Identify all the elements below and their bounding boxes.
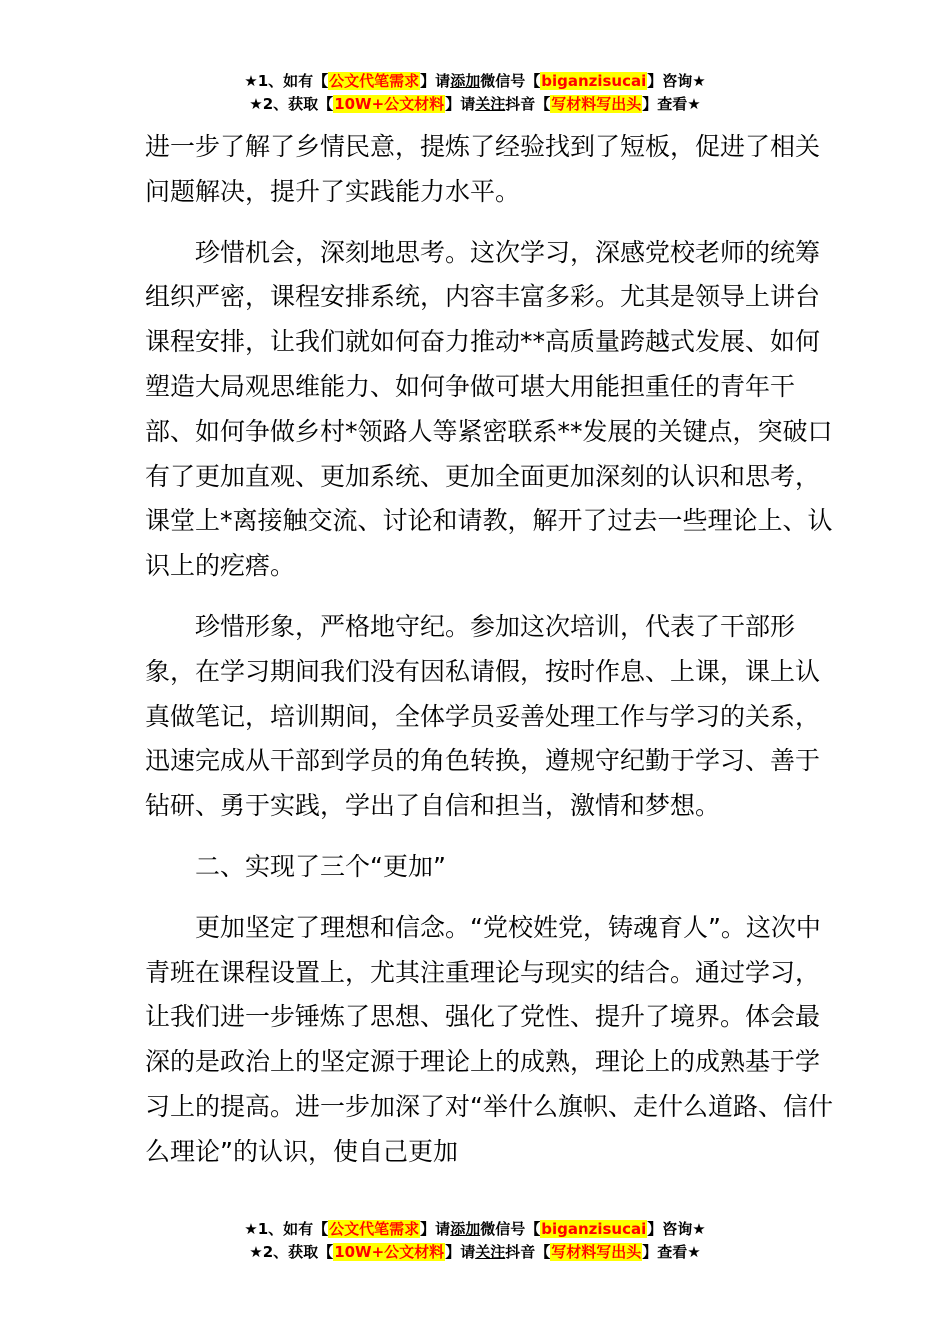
footer-line-1-text: 】请 <box>420 1220 451 1238</box>
header-banner <box>0 70 950 116</box>
paragraph-cherish-image: 珍惜形象，严格地守纪。参加这次培训，代表了干部形象，在学习期间我们没有因私请假，按时作息、上课，课上认真做笔记，培训期间，全体学员妥善处理工作与学习的关系，迅速完成从干部到学员的角色转换，遵规守纪勤于学习、善于钻研、勇于实践，学出了自信和担当，激情和梦想。 <box>145 611 821 821</box>
footer-banner <box>0 1218 950 1264</box>
footer-underline-follow: 关注 <box>475 1243 506 1261</box>
footer-line-1-text: 微信号【 <box>480 1220 541 1238</box>
paragraph-continuation: 进一步了解了乡情民意，提炼了经验找到了短板，促进了相关问题解决，提升了实践能力水平。 <box>145 132 821 206</box>
header-line-1-text: 】咨询★ <box>647 72 706 90</box>
header-line-2-text: 】查看★ <box>642 95 701 113</box>
footer-highlight-materials: 10W+公文材料 <box>334 1243 445 1261</box>
header-highlight-douyin: 写材料写出头 <box>551 95 642 113</box>
header-line-1 <box>0 70 950 93</box>
paragraph-cherish-opportunity: 珍惜机会，深刻地思考。这次学习，深感党校老师的统筹组织严密，课程安排系统，内容丰富多彩。尤其是领导上讲台课程安排，让我们就如何奋力推动**高质量跨越式发展、如何塑造大局观思维能力、如何争做可堪大用能担重任的青年干部、如何争做乡村*领路人等紧密联系**发展的关键点，突破口有了更加直观、更加系统、更加全面更加深刻的认识和思考，课堂上*离接触交流、讨论和请教，解开了过去一些理论上、认识上的疙瘩。 <box>145 237 833 581</box>
footer-line-1-text: 】咨询★ <box>647 1220 706 1238</box>
footer-line-2-text: 】请 <box>445 1243 476 1261</box>
header-highlight-wechat-id: biganzisucai <box>541 72 647 90</box>
section-heading-three-more: 二、实现了三个“更加” <box>195 851 446 881</box>
header-highlight-ghostwriting: 公文代笔需求 <box>329 72 420 90</box>
footer-underline-add: 添加 <box>450 1220 481 1238</box>
header-line-1-text: 】请 <box>420 72 451 90</box>
footer-highlight-douyin: 写材料写出头 <box>551 1243 642 1261</box>
paragraph-firmer-ideals: 更加坚定了理想和信念。“党校姓党，铸魂育人”。这次中青班在课程设置上，尤其注重理论与现实的结合。通过学习，让我们进一步锤炼了思想、强化了党性、提升了境界。体会最深的是政治上的坚定源于理论上的成熟，理论上的成熟基于学习上的提高。进一步加深了对“举什么旗帜、走什么道路、信什么理论”的认识，使自己更加 <box>145 912 833 1166</box>
footer-line-2-text: 抖音【 <box>505 1243 551 1261</box>
header-line-2-text: ★2、获取【 <box>249 95 334 113</box>
footer-line-2-text: ★2、获取【 <box>249 1243 334 1261</box>
header-underline-add: 添加 <box>450 72 481 90</box>
header-line-1-text: 微信号【 <box>480 72 541 90</box>
header-underline-follow: 关注 <box>475 95 506 113</box>
document-body <box>145 125 835 1191</box>
header-highlight-materials: 10W+公文材料 <box>334 95 445 113</box>
footer-highlight-wechat-id: biganzisucai <box>541 1220 647 1238</box>
header-line-2-text: 】请 <box>445 95 476 113</box>
header-line-2-text: 抖音【 <box>505 95 551 113</box>
footer-line-2 <box>0 1241 950 1264</box>
header-line-2 <box>0 93 950 116</box>
footer-highlight-ghostwriting: 公文代笔需求 <box>329 1220 420 1238</box>
footer-line-1-text: ★1、如有【 <box>244 1220 329 1238</box>
footer-line-2-text: 】查看★ <box>642 1243 701 1261</box>
footer-line-1 <box>0 1218 950 1241</box>
header-line-1-text: ★1、如有【 <box>244 72 329 90</box>
